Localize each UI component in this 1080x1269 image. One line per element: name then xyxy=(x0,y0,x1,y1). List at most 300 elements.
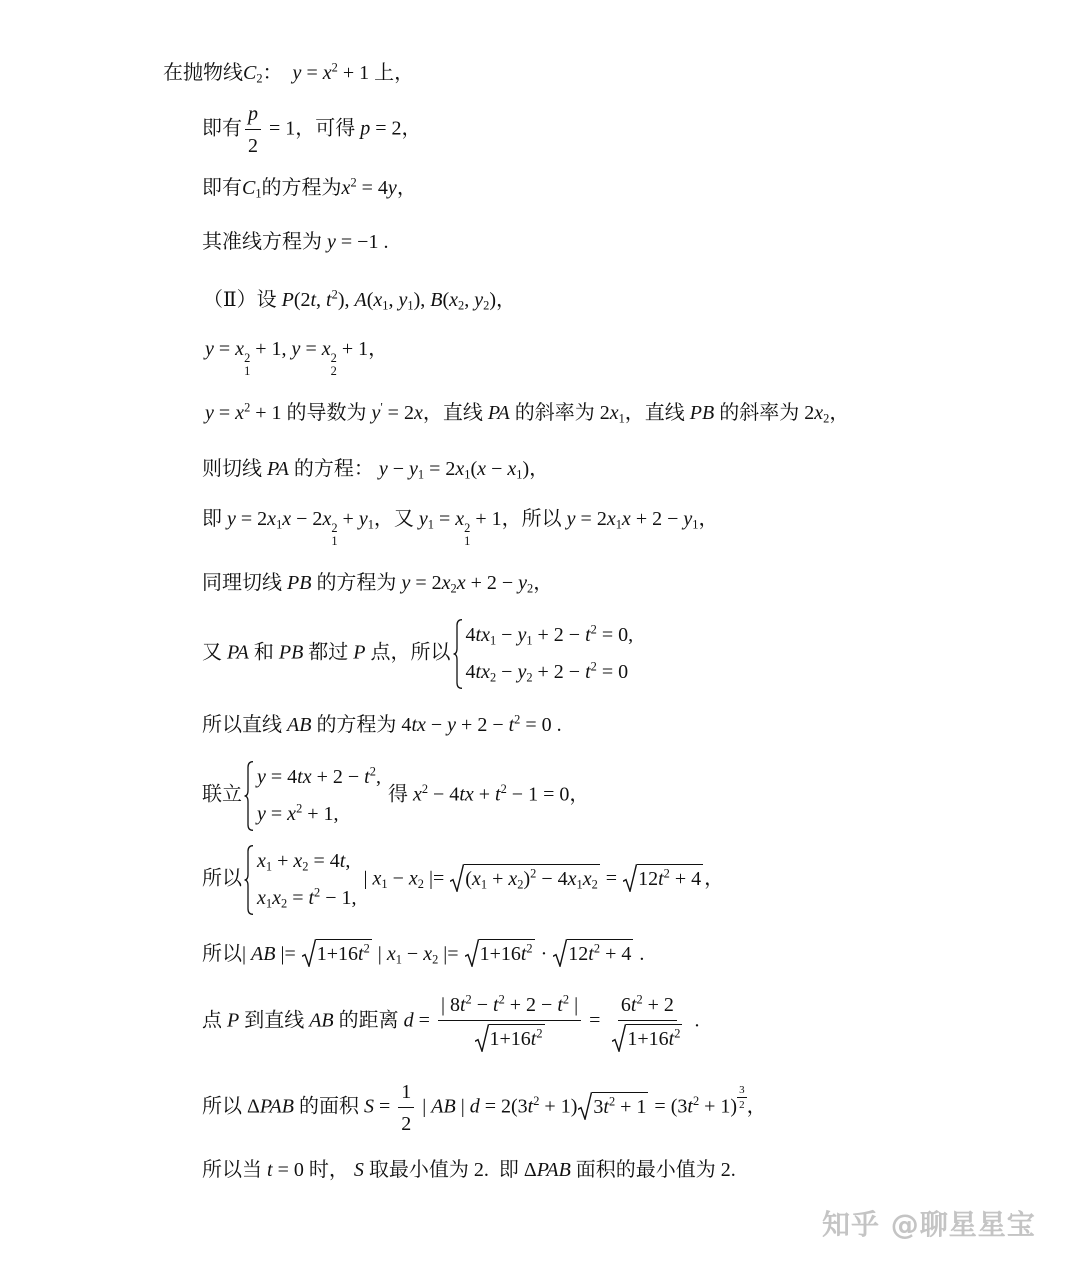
math-variable: x xyxy=(322,62,332,84)
math-variable: d xyxy=(469,1095,480,1118)
math-variable: x xyxy=(508,867,518,890)
math-variable: PAB xyxy=(259,1095,294,1118)
subscript: 1 xyxy=(464,467,471,482)
text-run: ), xyxy=(337,289,355,311)
superscript: 2 xyxy=(244,350,251,365)
subscript: 1 xyxy=(489,633,497,648)
text-run: − 2 xyxy=(291,508,323,531)
text-run: 又 xyxy=(202,641,227,664)
system-row xyxy=(257,796,381,833)
line-content xyxy=(202,759,589,833)
line-content xyxy=(205,336,388,378)
radicand xyxy=(489,1024,545,1052)
line-content xyxy=(203,287,516,313)
math-variable: x xyxy=(477,458,487,480)
math-variable: t xyxy=(588,943,594,965)
math-variable: y xyxy=(257,766,266,788)
subscript: 2 xyxy=(417,877,424,892)
text-run: ，又 xyxy=(373,508,419,531)
superscript: 2 xyxy=(314,885,321,900)
text-run: + 1， xyxy=(336,338,389,361)
math-variable: S xyxy=(353,1159,364,1181)
superscript: 2 xyxy=(498,992,505,1007)
text-run: 1+16 xyxy=(489,1028,531,1050)
radical-sign xyxy=(623,864,637,892)
text-run: 其准线方程为 xyxy=(202,231,327,253)
solution-line xyxy=(202,507,718,547)
superscript: 2 xyxy=(350,175,357,190)
fraction xyxy=(438,992,581,1052)
math-variable: S xyxy=(363,1095,374,1118)
math-variable: y xyxy=(358,508,368,531)
math-variable: y xyxy=(566,508,576,531)
math-variable: x xyxy=(235,338,245,361)
text-run: = 1，可得 xyxy=(264,117,361,140)
solution-line xyxy=(202,563,553,603)
text-run: − xyxy=(401,943,424,965)
text-run: + 1, xyxy=(250,338,292,361)
subscript: 2 xyxy=(330,363,337,378)
square-root xyxy=(623,864,703,892)
math-variable: y xyxy=(205,338,214,361)
text-run: |= xyxy=(424,867,450,890)
text-run: 点 xyxy=(202,1009,227,1032)
math-variable: x xyxy=(471,867,481,890)
solution-line xyxy=(205,337,388,377)
superscript: 2 xyxy=(331,287,338,302)
math-variable: t xyxy=(687,1095,693,1118)
text-run: = 2 xyxy=(410,572,442,594)
math-variable: C xyxy=(243,62,257,84)
superscript: 2 xyxy=(363,941,370,956)
math-variable: y xyxy=(378,458,388,480)
text-run: 的方程为 4 xyxy=(311,714,412,736)
math-variable: B xyxy=(430,289,443,311)
line-content xyxy=(202,229,388,255)
text-run: = xyxy=(434,508,456,531)
text-run: 4 xyxy=(465,661,476,683)
subscript: 1 xyxy=(417,467,425,482)
superscript: 2 xyxy=(526,941,533,956)
math-variable: x xyxy=(282,508,292,531)
math-variable: t xyxy=(585,661,591,683)
math-variable: t xyxy=(557,994,563,1016)
text-run: + 1，所以 xyxy=(470,508,567,531)
superscript: 2 xyxy=(590,659,597,674)
text-run: 的距离 xyxy=(333,1009,404,1032)
math-variable: PA xyxy=(227,641,249,664)
math-variable: tx xyxy=(475,624,490,646)
line-content xyxy=(202,712,562,738)
math-variable: x xyxy=(322,508,332,531)
math-variable: d xyxy=(403,1009,414,1032)
text-run: + 2 xyxy=(642,994,674,1016)
text-run: , xyxy=(316,289,327,311)
text-run: , xyxy=(464,289,475,311)
radicand xyxy=(626,1024,682,1052)
line-content xyxy=(202,939,644,967)
text-run: ， xyxy=(396,177,417,199)
equation-system xyxy=(453,617,634,691)
subscript: 2 xyxy=(489,670,497,685)
subscript: 2 xyxy=(591,877,598,892)
text-run: 即有 xyxy=(202,117,242,140)
text-run: = xyxy=(300,338,322,361)
text-run: 的方程： xyxy=(288,458,379,480)
superscript: 2 xyxy=(514,712,521,727)
text-run: = xyxy=(213,402,236,424)
line-content xyxy=(202,101,422,159)
text-run: + xyxy=(487,867,509,890)
text-run: − xyxy=(471,994,493,1016)
math-variable: PB xyxy=(287,572,312,594)
solution-line xyxy=(202,928,644,978)
math-variable: t xyxy=(310,289,317,311)
subscript: 2 xyxy=(256,71,263,86)
subscript: 2 xyxy=(526,670,533,685)
text-run: 点，所以 xyxy=(365,641,451,664)
solution-line xyxy=(202,449,549,489)
text-run: 1+16 xyxy=(479,943,521,965)
radical-sign xyxy=(612,1024,626,1052)
text-run: 1 xyxy=(401,1081,412,1103)
square-root xyxy=(553,939,633,967)
text-run: + 2 − xyxy=(532,624,586,646)
text-run: − xyxy=(387,458,410,480)
text-run: + 2 − xyxy=(456,714,509,736)
math-variable: AB xyxy=(251,943,276,965)
subscript: 1 xyxy=(615,517,622,532)
math-variable: x xyxy=(621,508,631,531)
math-variable: y xyxy=(447,714,457,736)
text-run: , xyxy=(388,289,399,311)
text-run: − xyxy=(387,867,409,890)
text-run: 所以当 xyxy=(202,1159,267,1181)
line-content xyxy=(202,992,699,1052)
math-variable: t xyxy=(508,714,515,736)
text-run: − xyxy=(486,458,508,480)
text-run: |= xyxy=(275,943,301,965)
solution-line xyxy=(203,280,516,320)
subscript: 1 xyxy=(692,517,699,532)
math-variable: AB xyxy=(431,1095,456,1118)
subscript: 1 xyxy=(526,633,533,648)
math-variable: x xyxy=(235,402,245,424)
superscript: 2 xyxy=(331,60,338,75)
subscript: 1 xyxy=(427,517,434,532)
subscript: 2 xyxy=(517,877,524,892)
math-variable: y xyxy=(418,508,428,531)
system-row xyxy=(466,654,634,691)
text-run: + 4 xyxy=(669,867,702,890)
math-variable: p xyxy=(248,103,258,125)
math-variable: y xyxy=(371,402,381,424)
text-run: = 4 xyxy=(265,766,298,788)
text-run: + 1 上， xyxy=(337,62,415,84)
system-row xyxy=(257,759,381,796)
math-variable: t xyxy=(364,766,370,788)
text-run: |= xyxy=(438,943,464,965)
text-run: 到直线 xyxy=(239,1009,310,1032)
system-rows xyxy=(466,617,634,691)
text-run: = 2 xyxy=(424,458,456,480)
text-run: | xyxy=(372,943,387,965)
text-run: 即有 xyxy=(202,177,242,199)
superscript: 2 xyxy=(421,781,429,796)
subscript: 2 xyxy=(302,859,309,874)
text-run: = (3 xyxy=(649,1095,688,1118)
math-variable: x xyxy=(408,867,418,890)
math-variable: y xyxy=(327,231,336,253)
fraction-numerator xyxy=(737,1084,747,1098)
text-run: = xyxy=(413,1009,435,1032)
math-variable: y xyxy=(409,458,418,480)
text-run: 在抛物线 xyxy=(163,62,243,84)
math-variable: y xyxy=(227,508,236,531)
text-run: ，直线 xyxy=(624,402,690,424)
math-variable: t xyxy=(630,994,637,1016)
math-variable: t xyxy=(495,783,501,806)
math-variable: y xyxy=(398,289,408,311)
math-variable: x xyxy=(267,508,277,531)
superscript: 2 xyxy=(369,764,376,779)
text-run: 4 xyxy=(465,624,476,646)
solution-line xyxy=(202,756,589,836)
text-run: 得 xyxy=(382,783,413,806)
superscript: 2 xyxy=(692,1093,700,1108)
line-content xyxy=(202,617,635,691)
superscript: 2 xyxy=(536,1026,543,1041)
math-variable: x xyxy=(449,289,459,311)
math-variable: y xyxy=(205,402,214,424)
superscript: 2 xyxy=(465,992,472,1007)
math-variable: t xyxy=(267,1159,273,1181)
subscript: 1 xyxy=(464,533,471,548)
text-run: . xyxy=(634,943,645,965)
text-run: − xyxy=(496,661,518,683)
watermark: 知乎 @聊星星宝 xyxy=(822,1208,1036,1241)
math-variable: AB xyxy=(309,1009,334,1032)
math-variable: x xyxy=(257,887,266,909)
text-run: 3 xyxy=(593,1095,604,1118)
superscript: 2 xyxy=(608,1093,616,1108)
math-variable: t xyxy=(527,1095,534,1118)
system-rows xyxy=(257,843,357,917)
line-content xyxy=(205,400,849,426)
text-run: 的斜率为 2 xyxy=(714,402,815,424)
superscript: 2 xyxy=(663,865,670,880)
math-variable: x xyxy=(412,783,422,806)
superscript: ' xyxy=(380,400,383,415)
text-run: 所以 xyxy=(202,867,242,890)
math-variable: P xyxy=(227,1009,240,1032)
subscript: 1 xyxy=(255,186,262,201)
superscript: 2 xyxy=(244,400,251,415)
solution-line xyxy=(202,168,417,208)
text-run: 1+16 xyxy=(316,943,359,965)
math-variable: y xyxy=(517,661,527,683)
line-content xyxy=(202,570,553,596)
text-run: （Ⅱ）设 xyxy=(203,289,282,311)
text-run: | xyxy=(417,1095,432,1118)
line-content xyxy=(202,1079,767,1137)
math-variable: x xyxy=(372,867,382,890)
text-run: 都过 xyxy=(303,641,354,664)
left-brace xyxy=(244,761,254,831)
fraction-numerator xyxy=(245,101,261,130)
text-run: ， xyxy=(746,1095,767,1118)
fraction-numerator xyxy=(398,1079,414,1108)
subscript: 1 xyxy=(407,298,414,313)
superscript: 2 xyxy=(530,865,537,880)
fraction xyxy=(398,1079,414,1137)
subscript: 1 xyxy=(276,517,283,532)
exponent xyxy=(737,1084,747,1111)
text-run: 12 xyxy=(568,943,589,965)
text-run: − xyxy=(496,624,518,646)
math-variable: t xyxy=(459,994,466,1016)
text-run: )， xyxy=(522,458,550,480)
square-root xyxy=(612,1024,682,1052)
square-root xyxy=(475,1024,545,1052)
math-variable: t xyxy=(603,1095,609,1118)
math-variable: A xyxy=(354,289,367,311)
text-run: ， xyxy=(533,572,554,594)
text-run: − 1 = 0， xyxy=(506,783,590,806)
fraction-denominator xyxy=(608,1021,686,1052)
math-variable: C xyxy=(242,177,256,199)
math-variable: tx xyxy=(475,661,490,683)
square-root xyxy=(578,1092,648,1120)
square-root xyxy=(465,939,535,967)
text-run: ( xyxy=(470,458,478,480)
text-run: ，直线 xyxy=(422,402,488,424)
math-variable: t xyxy=(308,887,315,909)
text-run: + 4 xyxy=(600,943,632,965)
solution-line xyxy=(202,982,699,1062)
text-run: 1+16 xyxy=(627,1028,669,1050)
subscript: 2 xyxy=(458,298,465,313)
system-row xyxy=(466,617,634,654)
math-variable: PB xyxy=(689,402,715,424)
math-variable: x xyxy=(609,402,619,424)
text-run: = 2 xyxy=(382,402,414,424)
left-brace xyxy=(453,619,463,689)
text-run: = xyxy=(584,1009,606,1032)
text-run: = xyxy=(265,803,288,825)
radicand xyxy=(316,939,372,967)
fraction xyxy=(737,1084,747,1111)
math-variable: x xyxy=(582,867,592,890)
fraction-denominator xyxy=(737,1098,747,1111)
text-run: + 2 − xyxy=(532,661,586,683)
fraction-denominator xyxy=(398,1108,414,1137)
text-run: = −1 . xyxy=(335,231,389,253)
math-variable: x xyxy=(386,943,396,965)
radicand xyxy=(592,1092,648,1120)
text-run: ： xyxy=(262,62,293,84)
superscript: 2 xyxy=(330,350,337,365)
math-variable: p xyxy=(360,117,371,140)
math-variable: y xyxy=(257,803,266,825)
text-run: 所以直线 xyxy=(202,714,287,736)
text-run: ( xyxy=(465,867,472,890)
text-run: , xyxy=(345,850,351,872)
math-variable: x xyxy=(455,508,465,531)
text-run: = 2 xyxy=(235,508,268,531)
subscript: 1 xyxy=(576,877,583,892)
text-run: = 2， xyxy=(370,117,422,140)
math-variable: t xyxy=(493,994,499,1016)
superscript: 2 xyxy=(674,1026,681,1041)
text-run: = 2 xyxy=(575,508,607,531)
text-run: · xyxy=(535,943,553,965)
math-variable: x xyxy=(373,289,383,311)
subscript: 2 xyxy=(450,581,457,596)
subscript: 1 xyxy=(381,877,388,892)
square-root xyxy=(450,864,599,892)
superscript: 2 xyxy=(464,520,471,535)
math-variable: tx xyxy=(297,766,312,788)
math-variable: x xyxy=(606,508,616,531)
text-run: ， xyxy=(698,508,719,531)
math-variable: y xyxy=(518,572,528,594)
line-content xyxy=(163,60,414,86)
text-run: = 0 时， xyxy=(272,1159,354,1181)
line-content xyxy=(202,1157,736,1183)
text-run: | xyxy=(455,1095,470,1118)
subscript: 1 xyxy=(395,952,402,967)
subscript: 2 xyxy=(432,952,439,967)
radicand xyxy=(464,864,599,892)
solution-line xyxy=(202,95,422,165)
text-run: . xyxy=(689,1009,700,1032)
line-content xyxy=(202,175,417,201)
text-run: = 0, xyxy=(596,624,634,646)
radical-sign xyxy=(465,939,479,967)
text-run: 2 xyxy=(401,1113,412,1135)
math-variable: PA xyxy=(487,402,510,424)
math-variable: t xyxy=(520,943,527,965)
text-run: − 4 xyxy=(536,867,568,890)
radical-sign xyxy=(475,1024,489,1052)
text-run: )， xyxy=(489,289,516,311)
math-variable: t xyxy=(326,289,332,311)
text-run: = xyxy=(600,867,623,890)
superscript: 2 xyxy=(593,941,601,956)
math-variable: tx xyxy=(459,783,474,806)
text-run: ， xyxy=(704,867,725,890)
text-run: + xyxy=(473,783,496,806)
text-run: 所以| xyxy=(202,943,252,965)
fraction-numerator xyxy=(438,992,581,1021)
equation-system xyxy=(244,843,357,917)
text-run: 的方程为 xyxy=(261,177,342,199)
math-variable: PA xyxy=(267,458,289,480)
math-variable: y xyxy=(474,289,484,311)
text-run: = xyxy=(301,62,323,84)
subscript: 1 xyxy=(367,517,374,532)
math-variable: tx xyxy=(411,714,426,736)
math-variable: y xyxy=(517,624,527,646)
superscript: 2 xyxy=(533,1093,540,1108)
math-variable: t xyxy=(339,850,346,872)
text-run: + 1 的导数为 xyxy=(250,402,372,424)
text-run: 所以 Δ xyxy=(202,1095,260,1118)
subscript: 1 xyxy=(382,298,389,313)
text-run: 的面积 xyxy=(293,1095,364,1118)
math-variable: x xyxy=(441,572,451,594)
